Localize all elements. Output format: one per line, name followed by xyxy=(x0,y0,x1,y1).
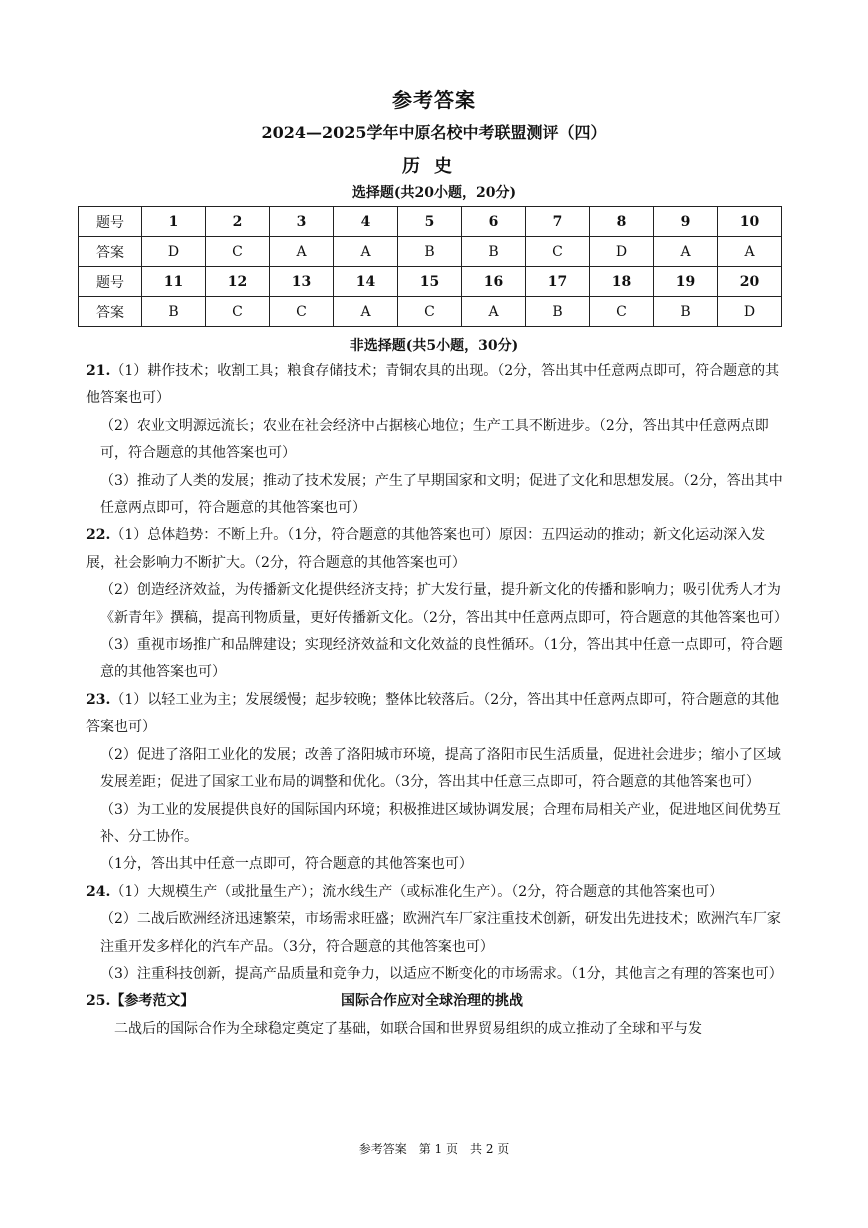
table-row xyxy=(79,297,782,327)
row-label: 题号 xyxy=(79,207,142,237)
answer-cell: D xyxy=(590,237,654,267)
answer-cell: C xyxy=(270,297,334,327)
essay-label xyxy=(86,988,341,1015)
row-label: 答案 xyxy=(79,237,142,267)
question-number: 7 xyxy=(526,207,590,237)
answer-cell: A xyxy=(270,237,334,267)
answer-cell: A xyxy=(654,237,718,267)
question-number: 4 xyxy=(334,207,398,237)
question-number: 11 xyxy=(142,267,206,297)
table-row xyxy=(79,237,782,267)
question-number: 8 xyxy=(590,207,654,237)
answer-cell: B xyxy=(462,237,526,267)
answer-cell: A xyxy=(334,237,398,267)
mc-section-heading: 选择题(共20小题，20分) xyxy=(351,185,517,201)
question-number: 17 xyxy=(526,267,590,297)
question-number: 13 xyxy=(270,267,334,297)
page-title: 参考答案 xyxy=(392,88,476,112)
answer-cell: C xyxy=(526,237,590,267)
answer-part: （1分，答出其中任意一点即可，符合题意的其他答案也可） xyxy=(100,856,473,873)
answer-part: （2）农业文明源远流长；农业在社会经济中占据核心地位；生产工具不断进步。（2分，答出其中任意两点即可，符合题意的其他答案也可） xyxy=(100,417,769,462)
answer-cell: B xyxy=(654,297,718,327)
answer-cell: C xyxy=(206,237,270,267)
answer-cell: A xyxy=(718,237,782,267)
question-21 xyxy=(86,358,786,413)
question-number: 22. xyxy=(86,527,111,544)
question-number: 9 xyxy=(654,207,718,237)
answer-part: （1）大规模生产（或批量生产）；流水线生产（或标准化生产）。（2分，符合题意的其他答案也可） xyxy=(110,883,724,900)
answer-part: （2）二战后欧洲经济迅速繁荣，市场需求旺盛；欧洲汽车厂家注重技术创新，研发出先进技术；欧洲汽车厂家注重开发多样化的汽车产品。（3分，符合题意的其他答案也可） xyxy=(100,911,781,955)
answer-cell: D xyxy=(142,237,206,267)
question-number: 15 xyxy=(398,267,462,297)
answer-part: （3）为工业的发展提供良好的国际国内环境；积极推进区域协调发展；合理布局相关产业，促进地区间优势互补、分工协作。 xyxy=(100,801,781,845)
answer-cell: D xyxy=(718,297,782,327)
question-number: 12 xyxy=(206,267,270,297)
question-23 xyxy=(86,687,786,742)
answer-cell: C xyxy=(590,297,654,327)
question-number: 25. xyxy=(86,993,111,1010)
answer-part: （3）重视市场推广和品牌建设；实现经济效益和文化效益的良性循环。（1分，答出其中任意一点即可，符合题意的其他答案也可） xyxy=(100,637,783,681)
reference-essay-tag: 【参考范文】 xyxy=(110,993,195,1010)
question-number: 6 xyxy=(462,207,526,237)
question-number: 20 xyxy=(718,267,782,297)
answer-part: （3）注重科技创新，提高产品质量和竞争力，以适应不断变化的市场需求。（1分，其他言之有理的答案也可） xyxy=(100,965,783,982)
mc-answer-table xyxy=(78,206,782,327)
answer-part: （2）创造经济效益，为传播新文化提供经济支持；扩大发行量，提升新文化的传播和影响力；吸引优秀人才为《新青年》撰稿，提高刊物质量，更好传播新文化。（2分，答出其中任意两点即可，符合题意的其他答案也可） xyxy=(100,582,788,626)
answer-part: （1）以轻工业为主；发展缓慢；起步较晚；整体比较落后。（2分，答出其中任意两点即可，符合题意的其他答案也可） xyxy=(86,691,780,736)
page-footer: 参考答案 第 1 页 共 2 页 xyxy=(358,1142,510,1156)
question-number: 5 xyxy=(398,207,462,237)
question-number: 10 xyxy=(718,207,782,237)
table-row xyxy=(79,267,782,297)
answer-cell: B xyxy=(526,297,590,327)
question-number: 18 xyxy=(590,267,654,297)
answer-part: （1）耕作技术；收割工具；粮食存储技术；青铜农具的出现。（2分，答出其中任意两点即可，符合题意的其他答案也可） xyxy=(86,363,780,407)
row-label: 答案 xyxy=(79,297,142,327)
subject-title: 历史 xyxy=(402,156,466,177)
answer-cell: B xyxy=(142,297,206,327)
question-25 xyxy=(86,988,786,1015)
nonmc-answers xyxy=(86,358,786,1043)
exam-subtitle: 2024—2025学年中原名校中考联盟测评（四） xyxy=(261,123,607,142)
answer-cell: B xyxy=(398,237,462,267)
essay-title: 国际合作应对全球治理的挑战 xyxy=(341,993,523,1010)
nonmc-section-heading: 非选择题(共5小题，30分) xyxy=(349,338,519,354)
answer-part: （1）总体趋势：不断上升。（1分，符合题意的其他答案也可）原因：五四运动的推动；新文化运动深入发展，社会影响力不断扩大。（2分，符合题意的其他答案也可） xyxy=(86,527,766,571)
question-number: 16 xyxy=(462,267,526,297)
row-label: 题号 xyxy=(79,267,142,297)
question-22 xyxy=(86,522,786,577)
question-number: 2 xyxy=(206,207,270,237)
question-number: 1 xyxy=(142,207,206,237)
question-number: 21. xyxy=(86,363,111,379)
question-number: 14 xyxy=(334,267,398,297)
answer-part: （3）推动了人类的发展；推动了技术发展；产生了早期国家和文明；促进了文化和思想发展。（2分，答出其中任意两点即可，符合题意的其他答案也可） xyxy=(100,472,783,517)
question-number: 23. xyxy=(86,691,111,708)
question-number: 3 xyxy=(270,207,334,237)
table-row xyxy=(79,207,782,237)
answer-cell: C xyxy=(206,297,270,327)
answer-cell: A xyxy=(462,297,526,327)
answer-part: （2）促进了洛阳工业化的发展；改善了洛阳城市环境，提高了洛阳市民生活质量，促进社会进步；缩小了区域发展差距；促进了国家工业布局的调整和优化。（3分，答出其中任意三点即可，符合题意的其他答案也可） xyxy=(100,746,781,791)
question-number: 24. xyxy=(86,883,111,900)
answer-cell: C xyxy=(398,297,462,327)
question-number: 19 xyxy=(654,267,718,297)
essay-body: 二战后的国际合作为全球稳定奠定了基础，如联合国和世界贸易组织的成立推动了全球和平与发 xyxy=(114,1020,702,1037)
question-24 xyxy=(86,879,786,906)
answer-cell: A xyxy=(334,297,398,327)
